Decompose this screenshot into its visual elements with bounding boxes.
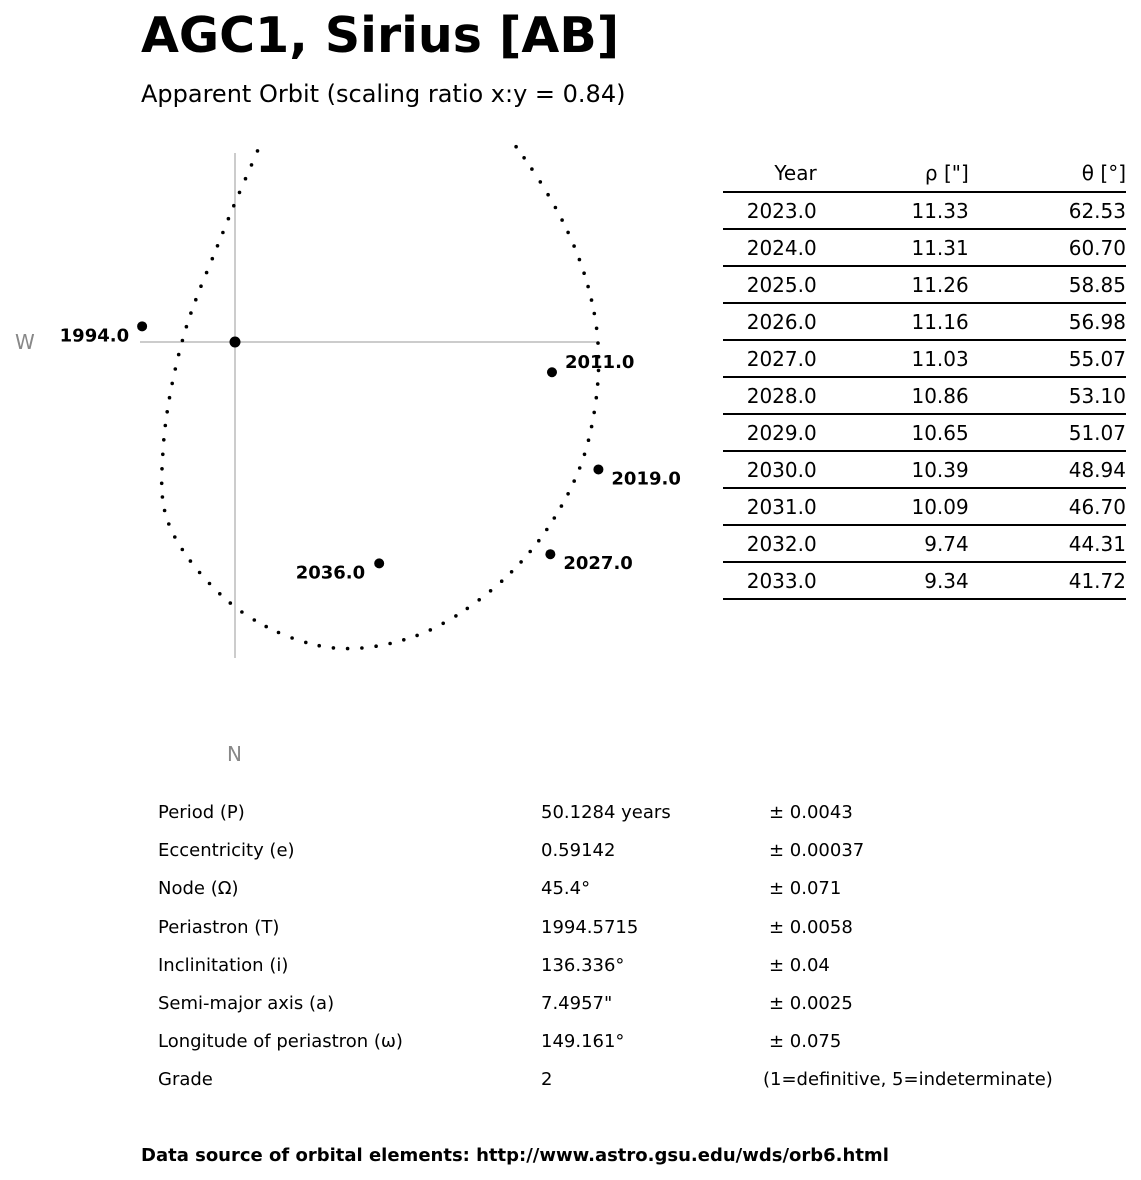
rho-cell: 11.16: [817, 303, 969, 340]
rho-cell: 10.86: [817, 377, 969, 414]
theta-cell: 53.10: [969, 377, 1126, 414]
theta-cell: 55.07: [969, 340, 1126, 377]
ephemeris-row: [723, 192, 1126, 229]
year-cell: 2024.0: [723, 229, 817, 266]
rho-cell: 10.09: [817, 488, 969, 525]
orbit-dot: [181, 339, 185, 343]
ephemeris-row: [723, 229, 1126, 266]
orbit-dot: [554, 206, 558, 210]
orbit-dot: [514, 145, 518, 149]
orbit-dot: [489, 589, 493, 593]
header-year: Year: [723, 156, 817, 192]
orbit-dot: [530, 167, 534, 171]
orbit-dot: [545, 528, 549, 532]
orbit-dot: [572, 479, 576, 483]
epoch-label: 2011.0: [564, 352, 635, 374]
orbit-dot: [429, 628, 433, 632]
theta-cell: 62.53: [969, 192, 1126, 229]
orbit-dot: [165, 410, 169, 414]
data-source-note: Data source of orbital elements: http://www.astro.gsu.edu/wds/orb6.html: [141, 1145, 889, 1166]
ephemeris-row: [723, 377, 1126, 414]
element-name: Inclinitation (i): [158, 954, 289, 976]
orbit-dot: [402, 638, 406, 642]
ephemeris-row: [723, 525, 1126, 562]
orbit-dot: [253, 618, 257, 622]
orbit-dot: [553, 516, 557, 520]
orbit-dot: [522, 156, 526, 160]
ephemeris-row: [723, 562, 1126, 599]
rho-cell: 9.74: [817, 525, 969, 562]
orbit-dot: [229, 601, 233, 605]
element-name: Node (Ω): [158, 878, 239, 900]
orbit-dot: [587, 438, 591, 442]
orbit-dot: [198, 571, 202, 575]
element-value: 149.161°: [541, 1031, 625, 1053]
ephemeris-row: [723, 266, 1126, 303]
element-name: Periastron (T): [158, 916, 280, 938]
orbit-dot: [181, 548, 185, 552]
orbit-dot: [454, 614, 458, 618]
element-name: Grade: [158, 1069, 213, 1091]
element-error: ± 0.075: [769, 1031, 842, 1053]
orbit-dot: [161, 495, 165, 499]
orbit-dot: [189, 559, 193, 563]
element-value: 136.336°: [541, 954, 625, 976]
rho-cell: 11.03: [817, 340, 969, 377]
orbit-dot: [477, 598, 481, 602]
orbit-dot: [218, 592, 222, 596]
rho-cell: 10.65: [817, 414, 969, 451]
orbit-dot: [290, 636, 294, 640]
orbit-dot: [162, 438, 166, 442]
orbit-dot: [593, 312, 597, 316]
orbit-dot: [560, 218, 564, 222]
orbit-dot: [160, 482, 164, 486]
orbit-dot: [596, 382, 600, 386]
element-error: ± 0.04: [769, 954, 830, 976]
year-cell: 2027.0: [723, 340, 817, 377]
orbit-dot: [221, 231, 225, 235]
orbit-dot: [519, 560, 523, 564]
rho-cell: 11.33: [817, 192, 969, 229]
year-cell: 2026.0: [723, 303, 817, 340]
orbit-dot: [205, 271, 209, 275]
chart-title: AGC1, Sirius [AB]: [141, 7, 620, 64]
epoch-point: [137, 321, 147, 331]
orbit-dot: [578, 466, 582, 470]
element-error: ± 0.071: [769, 878, 842, 900]
epoch-point: [593, 464, 603, 474]
element-name: Eccentricity (e): [158, 840, 295, 862]
orbit-dot: [167, 522, 171, 526]
year-cell: 2032.0: [723, 525, 817, 562]
orbit-dot: [500, 579, 504, 583]
rho-cell: 11.31: [817, 229, 969, 266]
ephemeris-row: [723, 451, 1126, 488]
element-value: 0.59142: [541, 840, 616, 862]
header-theta: θ [°]: [969, 156, 1126, 192]
element-value: 45.4°: [541, 878, 591, 900]
ephemeris-row: [723, 340, 1126, 377]
orbit-dot: [566, 492, 570, 496]
orbit-dot: [238, 191, 242, 195]
epoch-label: 2019.0: [611, 468, 681, 490]
orbit-dot: [590, 298, 594, 302]
orbit-dot: [590, 425, 594, 429]
orbit-dot: [578, 258, 582, 262]
orbit-dot: [194, 298, 198, 302]
element-value: 2: [541, 1069, 553, 1091]
theta-cell: 56.98: [969, 303, 1126, 340]
orbit-dot: [168, 396, 172, 400]
ephemeris-row: [723, 414, 1126, 451]
orbit-dot: [244, 177, 248, 181]
orbit-dot: [566, 231, 570, 235]
orbit-dot: [595, 327, 599, 331]
year-cell: 2025.0: [723, 266, 817, 303]
orbit-dot: [346, 647, 350, 651]
element-error: (1=definitive, 5=indeterminate): [763, 1069, 1053, 1091]
orbit-dot: [595, 396, 599, 400]
header-rho: ρ ["]: [817, 156, 969, 192]
epoch-label: 2036.0: [295, 562, 366, 584]
element-error: ± 0.0043: [769, 802, 853, 823]
year-cell: 2029.0: [723, 414, 817, 451]
epoch-markers: [60, 140, 681, 583]
orbit-dot: [177, 353, 181, 357]
orbit-dot: [163, 509, 167, 513]
theta-cell: 44.31: [969, 525, 1126, 562]
primary-star-marker: [230, 337, 241, 348]
year-cell: 2023.0: [723, 192, 817, 229]
ephemeris-row: [723, 488, 1126, 525]
orbit-dot: [199, 284, 203, 288]
orbit-dot: [415, 634, 419, 638]
orbit-dot: [164, 424, 168, 428]
year-cell: 2030.0: [723, 451, 817, 488]
north-label: N: [227, 742, 242, 766]
west-label: W: [15, 330, 35, 354]
element-value: 7.4957": [541, 992, 613, 1014]
orbit-dot: [170, 382, 174, 386]
orbit-dot: [264, 625, 268, 629]
orbit-dot: [560, 504, 564, 508]
rho-cell: 11.26: [817, 266, 969, 303]
year-cell: 2028.0: [723, 377, 817, 414]
orbit-dot: [596, 341, 600, 345]
epoch-point: [374, 558, 384, 568]
theta-cell: 60.70: [969, 229, 1126, 266]
orbit-dot: [332, 646, 336, 650]
theta-cell: 41.72: [969, 562, 1126, 599]
orbit-dot: [189, 311, 193, 315]
epoch-label: 2027.0: [563, 553, 633, 575]
theta-cell: 51.07: [969, 414, 1126, 451]
orbit-dots: [160, 140, 600, 650]
orbit-dot: [174, 367, 178, 371]
orbit-plot: [0, 140, 700, 780]
ephemeris-row: [723, 303, 1126, 340]
element-error: ± 0.0058: [769, 916, 853, 938]
orbit-dot: [586, 285, 590, 289]
orbit-dot: [317, 644, 321, 648]
orbit-dot: [250, 163, 254, 167]
orbit-dot: [161, 453, 165, 457]
rho-cell: 9.34: [817, 562, 969, 599]
orbit-dot: [388, 642, 392, 646]
epoch-point: [545, 549, 555, 559]
orbit-dot: [216, 244, 220, 248]
orbit-dot: [360, 646, 364, 650]
orbit-dot: [160, 467, 164, 471]
element-name: Period (P): [158, 802, 245, 823]
theta-cell: 58.85: [969, 266, 1126, 303]
orbit-dot: [211, 257, 215, 261]
orbit-dot: [592, 411, 596, 415]
orbit-dot: [277, 631, 281, 635]
element-error: ± 0.00037: [769, 840, 865, 862]
orbit-dot: [441, 622, 445, 626]
orbit-dot: [510, 570, 514, 574]
orbit-dot: [528, 550, 532, 554]
orbit-dot: [537, 539, 541, 543]
element-value: 1994.5715: [541, 916, 639, 938]
theta-cell: 48.94: [969, 451, 1126, 488]
orbit-dot: [232, 204, 236, 208]
chart-subtitle: Apparent Orbit (scaling ratio x:y = 0.84): [141, 80, 626, 108]
element-value: 50.1284 years: [541, 802, 671, 823]
orbit-dot: [572, 244, 576, 248]
rho-cell: 10.39: [817, 451, 969, 488]
epoch-label: 1994.0: [59, 325, 130, 347]
orbit-dot: [185, 325, 189, 329]
orbit-dot: [208, 582, 212, 586]
orbit-dot: [240, 610, 244, 614]
epoch-point: [547, 367, 557, 377]
element-name: Longitude of periastron (ω): [158, 1031, 403, 1053]
theta-cell: 46.70: [969, 488, 1126, 525]
ephemeris-table: [723, 156, 1126, 600]
orbit-dot: [546, 193, 550, 197]
element-name: Semi-major axis (a): [158, 992, 335, 1014]
orbit-dot: [173, 535, 177, 539]
orbit-dot: [539, 180, 543, 184]
orbit-dot: [304, 641, 308, 645]
orbit-dot: [466, 607, 470, 611]
element-error: ± 0.0025: [769, 992, 853, 1014]
ephemeris-header-row: [723, 156, 1126, 192]
orbit-dot: [583, 453, 587, 457]
orbit-dot: [256, 149, 260, 153]
orbit-dot: [374, 644, 378, 648]
year-cell: 2033.0: [723, 562, 817, 599]
year-cell: 2031.0: [723, 488, 817, 525]
orbit-dot: [582, 271, 586, 275]
orbit-dot: [227, 217, 231, 221]
